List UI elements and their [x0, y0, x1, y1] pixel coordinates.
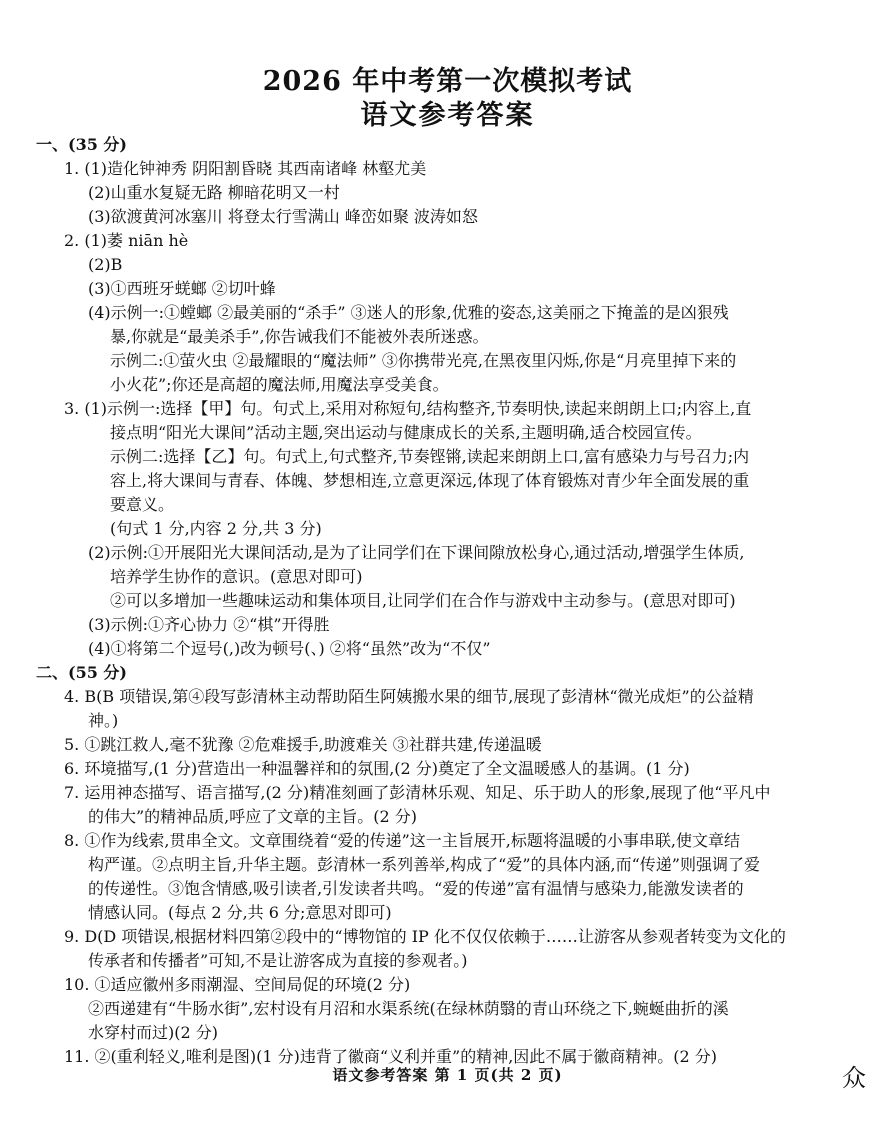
answer-line: (2)B: [88, 255, 123, 274]
exam-title: 2026 年中考第一次模拟考试: [262, 66, 633, 97]
answer-line: (2)山重水复疑无路 柳暗花明又一村: [88, 183, 340, 202]
answer-line: 示例二:选择【乙】句。句式上,句式整齐,节奏铿锵,读起来朗朗上口,富有感染力与号召力;内: [110, 447, 750, 466]
answer-line: 2. (1)萎 niān hè: [64, 231, 189, 250]
document-subtitle: 语文参考答案: [360, 100, 535, 131]
answer-line: ②可以多增加一些趣味运动和集体项目,让同学们在合作与游戏中主动参与。(意思对即可): [110, 591, 736, 610]
answer-line: 示例二:①萤火虫 ②最耀眼的“魔法师” ③你携带光亮,在黑夜里闪烁,你是“月亮里掉下来的: [110, 351, 737, 370]
answer-line: (2)示例:①开展阳光大课间活动,是为了让同学们在下课间隙放松身心,通过活动,增强学生体质,: [88, 543, 745, 562]
answer-line: 水穿村而过)(2 分): [88, 1023, 218, 1042]
corner-watermark-glyph: 众: [842, 1064, 866, 1092]
answer-line: 8. ①作为线索,贯串全文。文章围绕着“爱的传递”这一主旨展开,标题将温暖的小事串联,使文章结: [64, 831, 740, 850]
answer-line: (3)欲渡黄河冰塞川 将登太行雪满山 峰峦如聚 波涛如怒: [88, 207, 478, 226]
answer-line: (3)示例:①齐心协力 ②“棋”开得胜: [88, 615, 330, 634]
answer-body: [36, 133, 862, 1069]
answer-line: (4)示例一:①螳螂 ②最美丽的“杀手” ③迷人的形象,优雅的姿态,这美丽之下掩盖的是凶狠残: [88, 303, 729, 322]
answer-line: 培养学生协作的意识。(意思对即可): [110, 567, 363, 586]
answer-line: 神。): [88, 711, 119, 730]
answer-line: 传承者和传播者”可知,不是让游客成为直接的参观者。): [88, 951, 468, 970]
answer-line: 暴,你就是“最美杀手”,你告诫我们不能被外表所迷惑。: [110, 327, 489, 346]
answer-line: 构严谨。②点明主旨,升华主题。彭清林一系列善举,构成了“爱”的具体内涵,而“传递”则强调了爱: [88, 855, 760, 874]
answer-line: 4. B(B 项错误,第④段写彭清林主动帮助陌生阿姨搬水果的细节,展现了彭清林“微光成炬”的公益精: [64, 687, 754, 706]
answer-line: 情感认同。(每点 2 分,共 6 分;意思对即可): [88, 903, 392, 922]
answer-line: 6. 环境描写,(1 分)营造出一种温馨祥和的氛围,(2 分)奠定了全文温暖感人的基调。(1 分): [64, 759, 690, 778]
answer-line: 要意义。: [110, 495, 175, 514]
answer-line: 9. D(D 项错误,根据材料四第②段中的“博物馆的 IP 化不仅仅依赖于……让游客从参观者转变为文化的: [64, 927, 786, 946]
answer-line: 接点明“阳光大课间”活动主题,突出运动与健康成长的关系,主题明确,适合校园宣传。: [110, 423, 702, 442]
answer-line: 的传递性。③饱含情感,吸引读者,引发读者共鸣。“爱的传递”富有温情与感染力,能激发读者的: [88, 879, 744, 898]
answer-line: 5. ①跳江救人,毫不犹豫 ②危难援手,助渡难关 ③社群共建,传递温暖: [64, 735, 542, 754]
answer-line: (3)①西班牙蜣螂 ②切叶蜂: [88, 279, 276, 298]
answer-line: 容上,将大课间与青春、体魄、梦想相连,立意更深远,体现了体育锻炼对青少年全面发展的重: [110, 471, 750, 490]
answer-line: (4)①将第二个逗号(,)改为顿号(、) ②将“虽然”改为“不仅”: [88, 639, 491, 658]
section-heading: 一、(35 分): [36, 135, 127, 154]
answer-line: 3. (1)示例一:选择【甲】句。句式上,采用对称短句,结构整齐,节奏明快,读起来朗朗上口;内容上,直: [64, 399, 752, 418]
page-footer: 语文参考答案 第 1 页(共 2 页): [332, 1066, 563, 1084]
answer-line: 10. ①适应徽州多雨潮湿、空间局促的环境(2 分): [64, 975, 411, 994]
answer-line: 小火花”;你还是高超的魔法师,用魔法享受美食。: [110, 375, 449, 394]
answer-line: (句式 1 分,内容 2 分,共 3 分): [110, 519, 322, 538]
answer-line: 的伟大”的精神品质,呼应了文章的主旨。(2 分): [88, 807, 418, 826]
answer-line: 7. 运用神态描写、语言描写,(2 分)精准刻画了彭清林乐观、知足、乐于助人的形象,展现了他“平凡中: [64, 783, 771, 802]
answer-line: 11. ②(重利轻义,唯利是图)(1 分)违背了徽商“义利并重”的精神,因此不属于徽商精神。(2 分): [64, 1047, 718, 1066]
answer-line: 1. (1)造化钟神秀 阴阳割昏晓 其西南诸峰 林壑尤美: [64, 159, 427, 178]
answer-line: ②西递建有“牛肠水街”,宏村设有月沼和水渠系统(在绿林荫翳的青山环绕之下,蜿蜒曲折的溪: [88, 999, 729, 1018]
section-heading: 二、(55 分): [36, 663, 127, 682]
